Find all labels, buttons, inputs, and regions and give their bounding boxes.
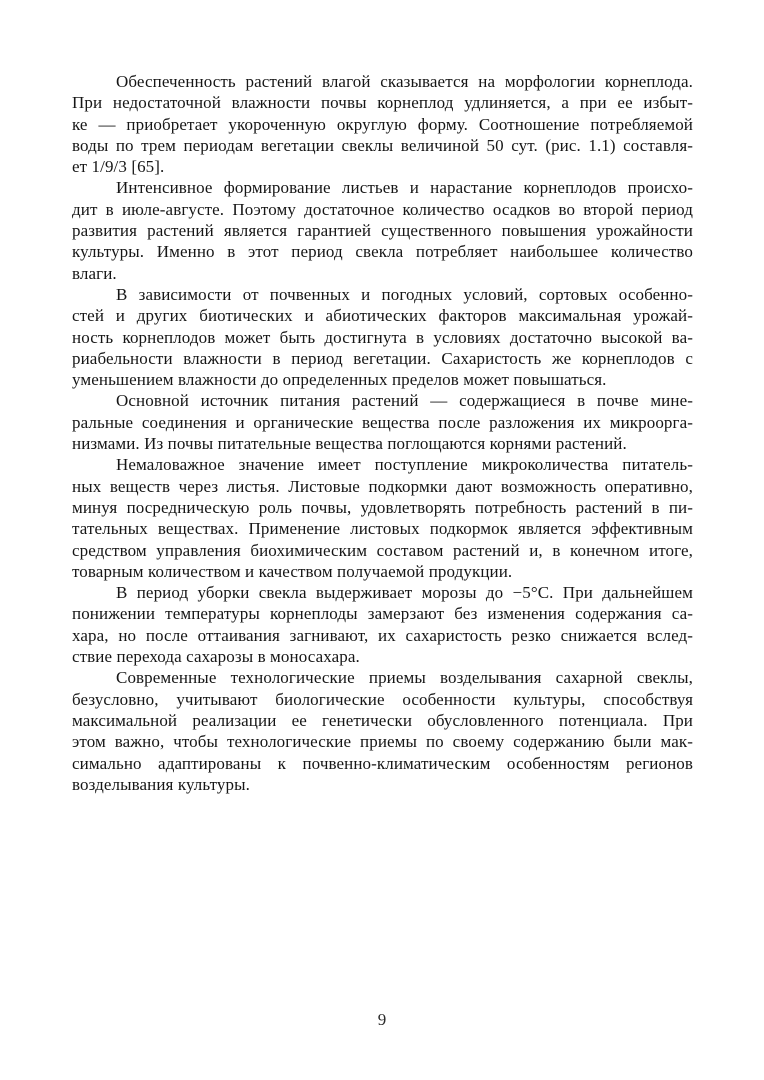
text-line: уменьшением влажности до определенных пределов может повышаться. <box>72 370 607 390</box>
text-line: При недостаточной влажности почвы корнеплод удлиняется, а при ее избыт- <box>72 93 693 113</box>
paragraph <box>72 454 693 582</box>
page-text <box>72 71 693 795</box>
text-line: риабельности влажности в период вегетации. Сахаристость же корнеплодов с <box>72 348 693 368</box>
text-line: товарным количеством и качеством получаемой продукции. <box>72 561 513 581</box>
text-line: безусловно, учитывают биологические особенности культуры, способствуя <box>72 689 693 709</box>
text-line: ствие перехода сахарозы в моносахара. <box>72 647 360 667</box>
paragraph <box>72 177 693 283</box>
text-line: возделывания культуры. <box>72 774 250 794</box>
text-line: максимальной реализации ее генетически обусловленного потенциала. При <box>72 710 693 730</box>
text-line: ность корнеплодов может быть достигнута в условиях достаточно высокой ва- <box>72 327 693 347</box>
text-line: тательных веществах. Применение листовых подкормок является эффективным <box>72 519 693 539</box>
text-line: ральные соединения и органические вещества после разложения их микроорга- <box>72 412 693 432</box>
paragraph <box>72 284 693 390</box>
paragraph <box>72 71 693 177</box>
page-number: 9 <box>377 1010 387 1029</box>
text-line: ке — приобретает укороченную округлую форму. Соотношение потребляемой <box>72 114 693 134</box>
text-line: понижении температуры корнеплоды замерзают без изменения содержания са- <box>72 604 693 624</box>
text-line: Немаловажное значение имеет поступление микроколичества питатель- <box>116 455 693 475</box>
text-line: воды по трем периодам вегетации свеклы величиной 50 сут. (рис. 1.1) составля- <box>72 135 693 155</box>
text-line: симально адаптированы к почвенно-климатическим особенностям регионов <box>72 753 693 773</box>
text-line: этом важно, чтобы технологические приемы по своему содержанию были мак- <box>72 732 693 752</box>
text-line: Современные технологические приемы возделывания сахарной свеклы, <box>116 668 693 688</box>
text-line: культуры. Именно в этот период свекла потребляет наибольшее количество <box>72 242 693 262</box>
text-line: влаги. <box>72 263 117 283</box>
paragraph <box>72 667 693 795</box>
text-line: минуя посредническую роль почвы, удовлетворять потребность растений в пи- <box>72 497 693 517</box>
text-line: В период уборки свекла выдерживает морозы до −5°С. При дальнейшем <box>116 583 693 603</box>
text-line: Обеспеченность растений влагой сказывается на морфологии корнеплода. <box>116 72 693 91</box>
text-line: Интенсивное формирование листьев и нарастание корнеплодов происхо- <box>116 178 693 198</box>
text-line: В зависимости от почвенных и погодных условий, сортовых особенно- <box>116 284 693 304</box>
text-line: хара, но после оттаивания загнивают, их сахаристость резко снижается вслед- <box>72 625 693 645</box>
text-line: ных веществ через листья. Листовые подкормки дают возможность оперативно, <box>72 476 693 496</box>
text-line: средством управления биохимическим составом растений и, в конечном итоге, <box>72 540 693 560</box>
text-line: Основной источник питания растений — содержащиеся в почве мине- <box>116 391 693 411</box>
text-line: низмами. Из почвы питательные вещества поглощаются корнями растений. <box>72 434 627 454</box>
text-line: ет 1/9/3 [65]. <box>72 157 165 177</box>
text-line: стей и других биотических и абиотических факторов максимальная урожай- <box>72 306 693 326</box>
paragraph <box>72 582 693 667</box>
text-line: дит в июле-августе. Поэтому достаточное количество осадков во второй период <box>72 199 693 219</box>
paragraph <box>72 390 693 454</box>
text-line: развития растений является гарантией существенного повышения урожайности <box>72 221 693 241</box>
